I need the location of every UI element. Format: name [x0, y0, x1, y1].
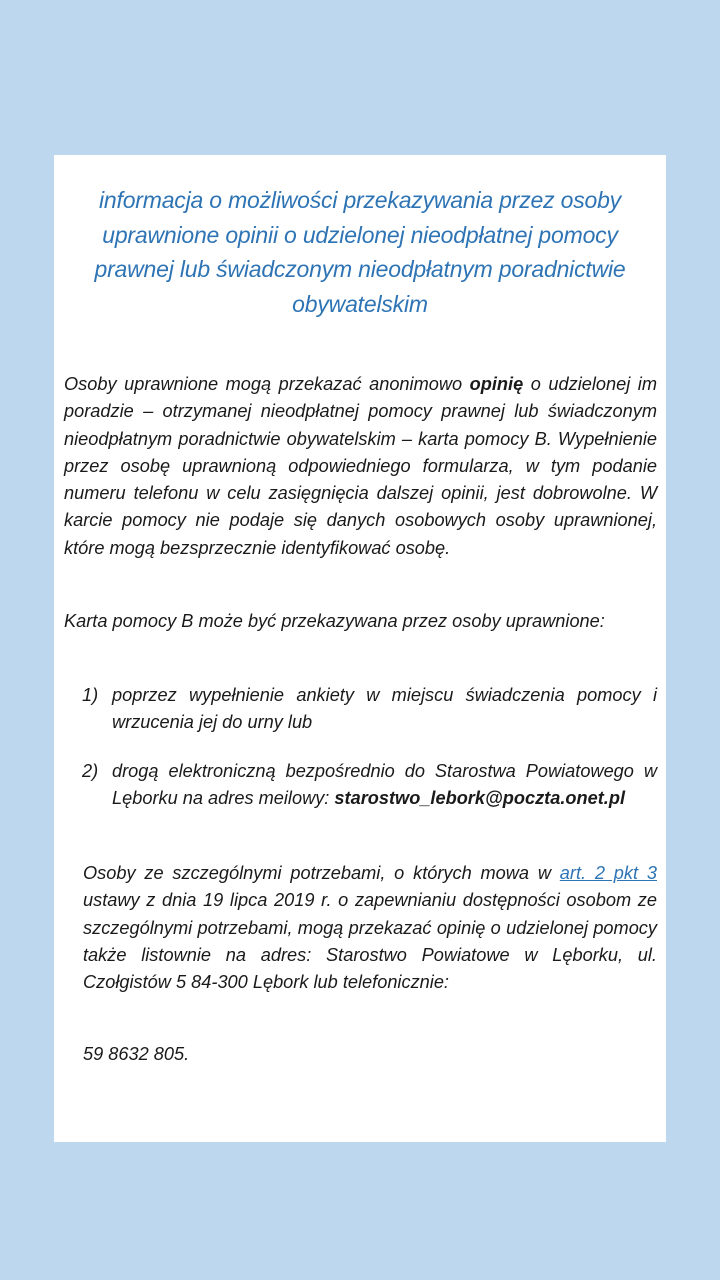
special-needs-text-end: ustawy z dnia 19 lipca 2019 r. o zapewnianiu dostępności osobom ze szczególnymi potrzebami, mogą przekazać opinię o udzielonej pomocy także listownie na adres: Starostwo Powiatowe w Lęborku, ul. Czołgistów 5 84-300 Lębork lub telefonicznie:	[83, 890, 657, 993]
opinion-text-start: Osoby uprawnione mogą przekazać anonimowo	[64, 374, 470, 394]
opinion-bold-word: opinię	[469, 374, 524, 394]
help-card-paragraph: Karta pomocy B może być przekazywana przez osoby uprawnione:	[64, 611, 605, 631]
list-item-number: 1)	[82, 685, 99, 705]
opinion-text-end: o udzielonej im poradzie – otrzymanej nieodpłatnej pomocy prawnej lub świadczonym nieodpłatnym poradnictwie obywatelskim – karta pomocy B. Wypełnienie przez osobę uprawnioną odpowiedniego formularza, w tym podanie numeru telefonu w celu zasięgnięcia dalszej opinii, jest dobrowolne. W karcie pomocy nie podaje się danych osobowych osoby uprawnionej, które mogą bezsprzecznie identyfikować osobę.	[64, 374, 657, 558]
list-item-text-start: drogą elektroniczną bezpośrednio do Starostwa Powiatowego w Lęborku na adres meilowy:	[112, 761, 657, 809]
opinion-paragraph	[64, 371, 657, 562]
info-card	[54, 155, 666, 1142]
page-title: informacja o możliwości przekazywania przez osoby uprawnione opinii o udzielonej nieodpłatnej pomocy prawnej lub świadczonym nieodpłatnym poradnictwie obywatelskim	[94, 187, 626, 317]
phone-number: 59 8632 805.	[83, 1044, 190, 1064]
special-needs-paragraph	[83, 860, 657, 996]
list-item-number: 2)	[82, 761, 99, 781]
law-article-link[interactable]: art. 2 pkt 3	[559, 863, 657, 883]
list-item-text	[112, 758, 657, 813]
list-item	[82, 758, 657, 813]
list-item	[82, 682, 657, 737]
list-item-text: poprzez wypełnienie ankiety w miejscu świadczenia pomocy i wrzucenia jej do urny lub	[112, 685, 657, 733]
special-needs-text-start: Osoby ze szczególnymi potrzebami, o których mowa w	[83, 863, 560, 883]
email-address: starostwo_lebork@poczta.onet.pl	[334, 788, 625, 809]
